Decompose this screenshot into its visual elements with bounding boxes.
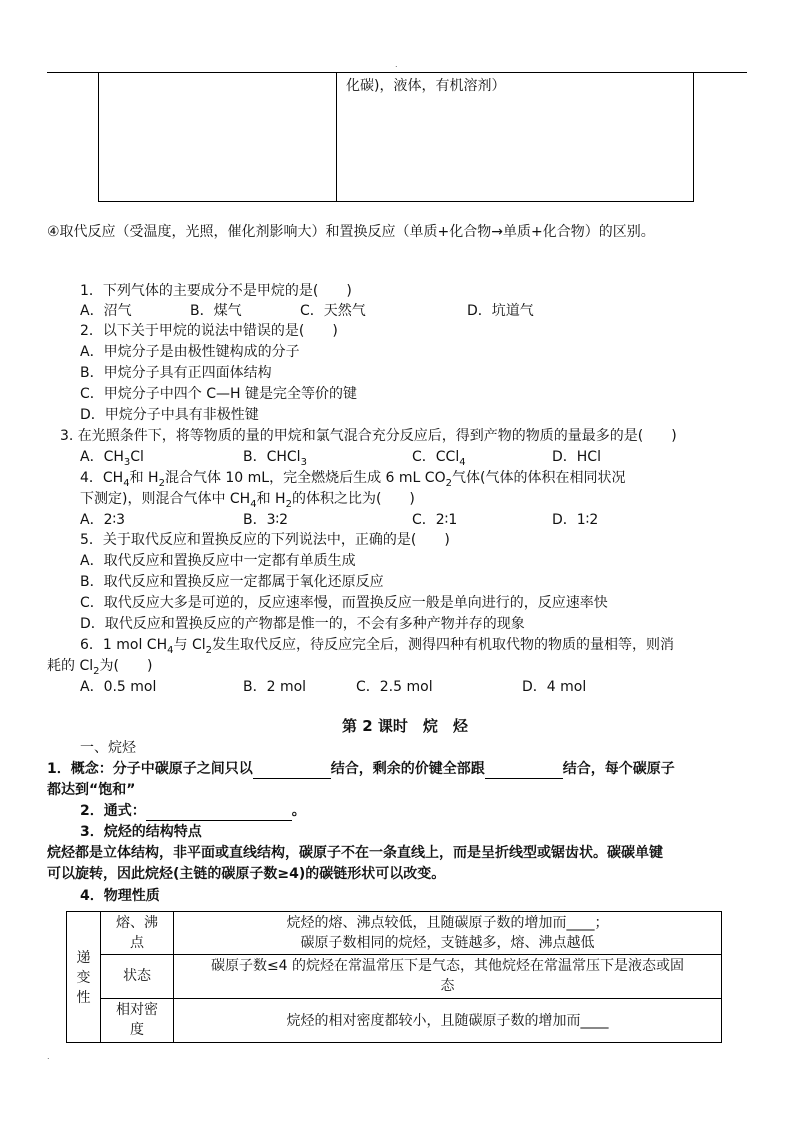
q6-l2a: 耗的 Cl [47,658,94,674]
row1-name-l1: 熔、沸 [116,915,158,931]
structure-line1: 烷烃都是立体结构，非平面或直线结构，碳原子不在一条直线上，而是呈折线型或锯齿状。碳碳单键 [47,845,663,861]
q1-option-a: A．沼气 [80,303,132,319]
row2-desc-l2: 态 [440,978,455,994]
formula-label: 2．通式： [80,803,146,819]
q4-l2s1: 4 [250,498,257,510]
q3-stem: 3. 在光照条件下，将等物质的量的甲烷和氯气混合充分反应后，得到产物的物质的量最多的是( ) [60,428,677,444]
group-label [67,948,100,1008]
q6-s1: 4 [167,644,174,656]
q4-s1: 4 [123,477,130,489]
q6-line1 [80,635,674,655]
row1-desc-l1: 烷烃的熔、沸点较低，且随碳原子数的增加而____； [286,915,609,931]
top-table-divider [336,72,337,201]
section-title: 第 2 课时 烷 烃 [342,717,468,735]
q2-option-d: D．甲烷分子中具有非极性键 [80,407,259,423]
q2-stem: 2．以下关于甲烷的说法中错误的是( ) [80,323,338,339]
q6-l2b: 为( ) [99,658,153,674]
q6-l2s: 2 [93,665,100,677]
q6-s2: 2 [205,644,212,656]
concept-b: 结合，剩余的价键全部跟 [330,761,485,777]
q4-t4: 气体(气体的体积在相同状况 [451,470,626,486]
concept-line1 [47,759,675,779]
table-hline-1 [100,954,721,955]
q4-s2: 2 [158,477,165,489]
q6-option-c: C．2.5 mol [356,679,433,695]
q5-option-a: A．取代反应和置换反应中一定都有单质生成 [80,553,356,569]
q3-c-sub: 4 [459,456,466,468]
concept-blank-2 [485,762,563,779]
row1-desc [174,913,721,953]
row1-name [101,913,173,953]
group-char-1: 递 [76,950,91,966]
q1-stem: 1．下列气体的主要成分不是甲烷的是( ) [80,283,352,299]
properties-table [66,911,722,1043]
physical-title: 4．物理性质 [80,888,160,904]
q4-s3: 2 [445,477,452,489]
table-hline-2 [100,998,721,999]
q3-a-text: A．CH [80,449,124,465]
q5-stem: 5．关于取代反应和置换反应的下列说法中，正确的是( ) [80,532,450,548]
q3-b-sub: 3 [300,456,307,468]
q4-t2: 和 H [129,470,159,486]
header-dot: . [395,60,398,69]
q3-c-text: C．CCl [412,449,460,465]
q2-option-a: A．甲烷分子是由极性键构成的分子 [80,344,300,360]
q5-option-d: D．取代反应和置换反应的产物都是惟一的，不会有多种产物并存的现象 [80,616,525,632]
top-table-cell: 化碳)，液体，有机溶剂） [346,78,506,94]
q4-line1 [80,468,625,488]
row3-name [101,1000,173,1040]
row2-name-l1: 状态 [123,968,151,984]
q1-option-b: B．煤气 [190,303,242,319]
row3-name-l2: 度 [130,1022,144,1038]
q4-option-c: C．2∶1 [412,512,458,528]
concept-a: 1．概念：分子中碳原子之间只以 [47,761,253,777]
footer-dot: . [47,1052,50,1061]
q4-l2b: 和 H [256,491,286,507]
q4-option-b: B．3∶2 [243,512,289,528]
group-char-3: 性 [76,990,91,1006]
row1-desc-l2: 碳原子数相同的烷烃，支链越多，熔、沸点越低 [300,935,595,951]
q3-option-d: D．HCl [552,449,601,465]
note-4: ④取代反应（受温度，光照，催化剂影响大）和置换反应（单质+化合物→单质+化合物）的区别。 [47,224,655,240]
q6-t1: 6．1 mol CH [80,637,168,653]
q2-option-c: C．甲烷分子中四个 C—H 键是完全等价的键 [80,386,357,402]
q6-option-a: A．0.5 mol [80,679,157,695]
q4-option-a: A．2∶3 [80,512,126,528]
q4-t1: 4．CH [80,470,124,486]
structure-line2: 可以旋转，因此烷烃(主链的碳原子数≥4)的碳链形状可以改变。 [47,866,446,882]
row2-desc [174,956,721,996]
q3-option-c [412,447,466,467]
concept-line2: 都达到“饱和” [47,782,136,798]
q6-option-d: D．4 mol [522,679,587,695]
formula-line [80,801,306,821]
row2-desc-l1: 碳原子数≤4 的烷烃在常温常压下是气态，其他烷烃在常温常压下是液态或固 [210,958,685,974]
q5-option-b: B．取代反应和置换反应一定都属于氧化还原反应 [80,574,384,590]
row2-name [101,966,173,986]
q3-a-sub: 3 [123,456,131,468]
q4-l2s2: 2 [285,498,292,510]
q6-option-b: B．2 mol [243,679,307,695]
q6-line2 [47,656,152,676]
q3-a-end: Cl [130,449,144,465]
part1-heading: 一、烷烃 [80,740,136,756]
q1-option-d: D．坑道气 [467,303,534,319]
formula-end: 。 [291,803,306,819]
group-char-2: 变 [76,970,91,986]
q3-option-b [243,447,307,467]
q2-option-b: B．甲烷分子具有正四面体结构 [80,365,272,381]
q3-option-a [80,447,144,467]
row3-desc-l1: 烷烃的相对密度都较小，且随碳原子数的增加而____ [286,1013,609,1029]
q3-b-text: B．CHCl [243,449,301,465]
q6-t3: 发生取代反应，待反应完全后，测得四种有机取代物的物质的量相等，则消 [212,637,674,653]
q1-option-c: C．天然气 [300,303,366,319]
q4-option-d: D．1∶2 [552,512,599,528]
row3-name-l1: 相对密 [116,1002,158,1018]
q5-option-c: C．取代反应大多是可逆的，反应速率慢，而置换反应一般是单向进行的，反应速率快 [80,595,608,611]
q4-t3: 混合气体 10 mL，完全燃烧后生成 6 mL CO [164,470,446,486]
top-table [98,72,694,202]
q4-l2c: 的体积之比为( ) [291,491,415,507]
row3-desc [174,1011,721,1031]
q4-l2a: 下测定)，则混合气体中 CH [80,491,251,507]
q6-t2: 与 Cl [173,637,206,653]
formula-blank [146,804,292,821]
q4-line2 [80,489,415,509]
concept-blank-1 [253,762,331,779]
structure-title: 3．烷烃的结构特点 [80,824,202,840]
concept-c: 结合，每个碳原子 [562,761,675,777]
row1-name-l2: 点 [130,935,144,951]
